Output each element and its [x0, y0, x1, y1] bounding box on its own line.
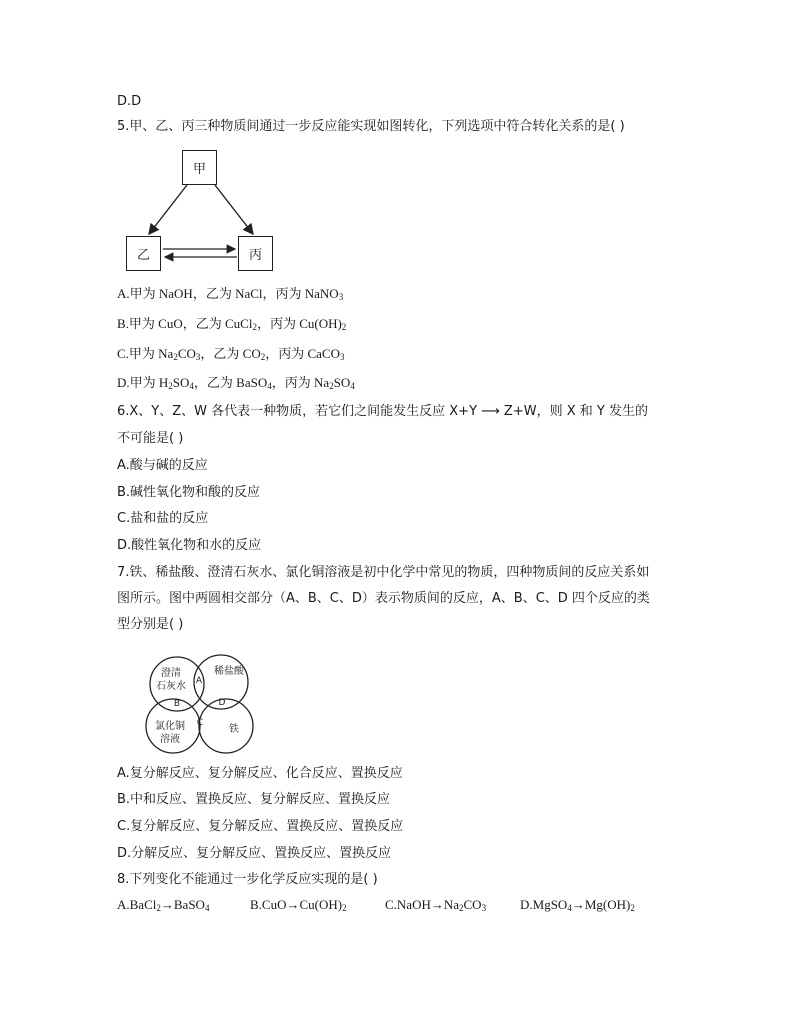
question-7-option-b: B.中和反应、置换反应、复分解反应、置换反应: [117, 792, 391, 807]
box-bing: 丙: [238, 236, 273, 271]
circle-iron: [196, 699, 253, 753]
question-7-option-a: A.复分解反应、复分解反应、化合反应、置换反应: [117, 766, 403, 781]
question-7-option-c: C.复分解反应、复分解反应、置换反应、置换反应: [117, 819, 404, 834]
label-cucl2-2: 溶液: [160, 734, 180, 745]
question-6-option-c: C.盐和盐的反应: [117, 511, 209, 526]
label-limewater-1: 澄清: [161, 668, 181, 679]
question-8-option-c: $C.NaOH\to Na_2CO_3$: [385, 897, 487, 913]
question-8-option-b: $B.CuO\to Cu(OH)_2$: [250, 897, 347, 913]
question-5-option-d: D.甲为 $H_2SO_4$，乙为 BaSO$_4$，丙为 $Na_2SO_4$: [117, 375, 355, 391]
question-7-circles: [145, 652, 270, 757]
question-7-stem-line-2: 图所示。图中两圆相交部分（A、B、C、D）表示物质间的反应，A、B、C、D 四个反应的类: [117, 591, 650, 606]
label-a: A: [195, 676, 203, 686]
question-6-stem-line-1: 6.X、Y、Z、W 各代表一种物质，若它们之间能发生反应 X+Y ⟶ Z+W，则 X 和 Y 发生的: [117, 404, 648, 419]
question-7-stem-line-1: 7.铁、稀盐酸、澄清石灰水、氯化铜溶液是初中化学中常见的物质，四种物质间的反应关系如: [117, 565, 650, 580]
question-5-option-b: B.甲为 CuO，乙为 CuCl$_2$，丙为 $Cu(OH)_2$: [117, 316, 347, 332]
question-6-option-b: B.碱性氧化物和酸的反应: [117, 485, 261, 500]
question-6-stem-line-2: 不可能是( ): [117, 431, 184, 446]
label-cucl2-1: 氯化铜: [155, 721, 185, 732]
question-8-option-d: $D.MgSO_4\to Mg(OH)_2$: [520, 897, 635, 913]
question-8-option-a: A.BaCl$_2$→BaSO$_4$: [117, 897, 210, 913]
label-b: B: [173, 699, 181, 709]
question-7-venn-diagram: [145, 652, 270, 757]
label-limewater-2: 石灰水: [156, 681, 186, 692]
question-5-diagram: [125, 148, 275, 273]
label-c: C: [196, 718, 204, 728]
question-7-option-d: D.分解反应、复分解反应、置换反应、置换反应: [117, 846, 392, 861]
question-7-stem-line-3: 型分别是( ): [117, 617, 184, 632]
box-yi: 乙: [126, 236, 161, 271]
label-hcl: 稀盐酸: [214, 666, 244, 677]
box-jia: 甲: [182, 150, 217, 185]
question-5-option-c: C.甲为 $Na_2CO_3$，乙为 $CO_2$，丙为 CaCO$_3$: [117, 346, 345, 362]
question-6-option-d: D.酸性氧化物和水的反应: [117, 538, 262, 553]
label-iron: 铁: [229, 724, 239, 735]
prev-answer-option-d: D.D: [117, 94, 142, 109]
question-8-stem: 8.下列变化不能通过一步化学反应实现的是( ): [117, 872, 378, 887]
label-d: D: [218, 698, 226, 708]
question-5-option-a: A.甲为 NaOH，乙为 NaCl，丙为 NaNO$_3$: [117, 286, 344, 302]
question-5-stem: 5.甲、乙、丙三种物质间通过一步反应能实现如图转化，下列选项中符合转化关系的是( ): [117, 119, 625, 134]
question-6-option-a: A.酸与碱的反应: [117, 458, 208, 473]
